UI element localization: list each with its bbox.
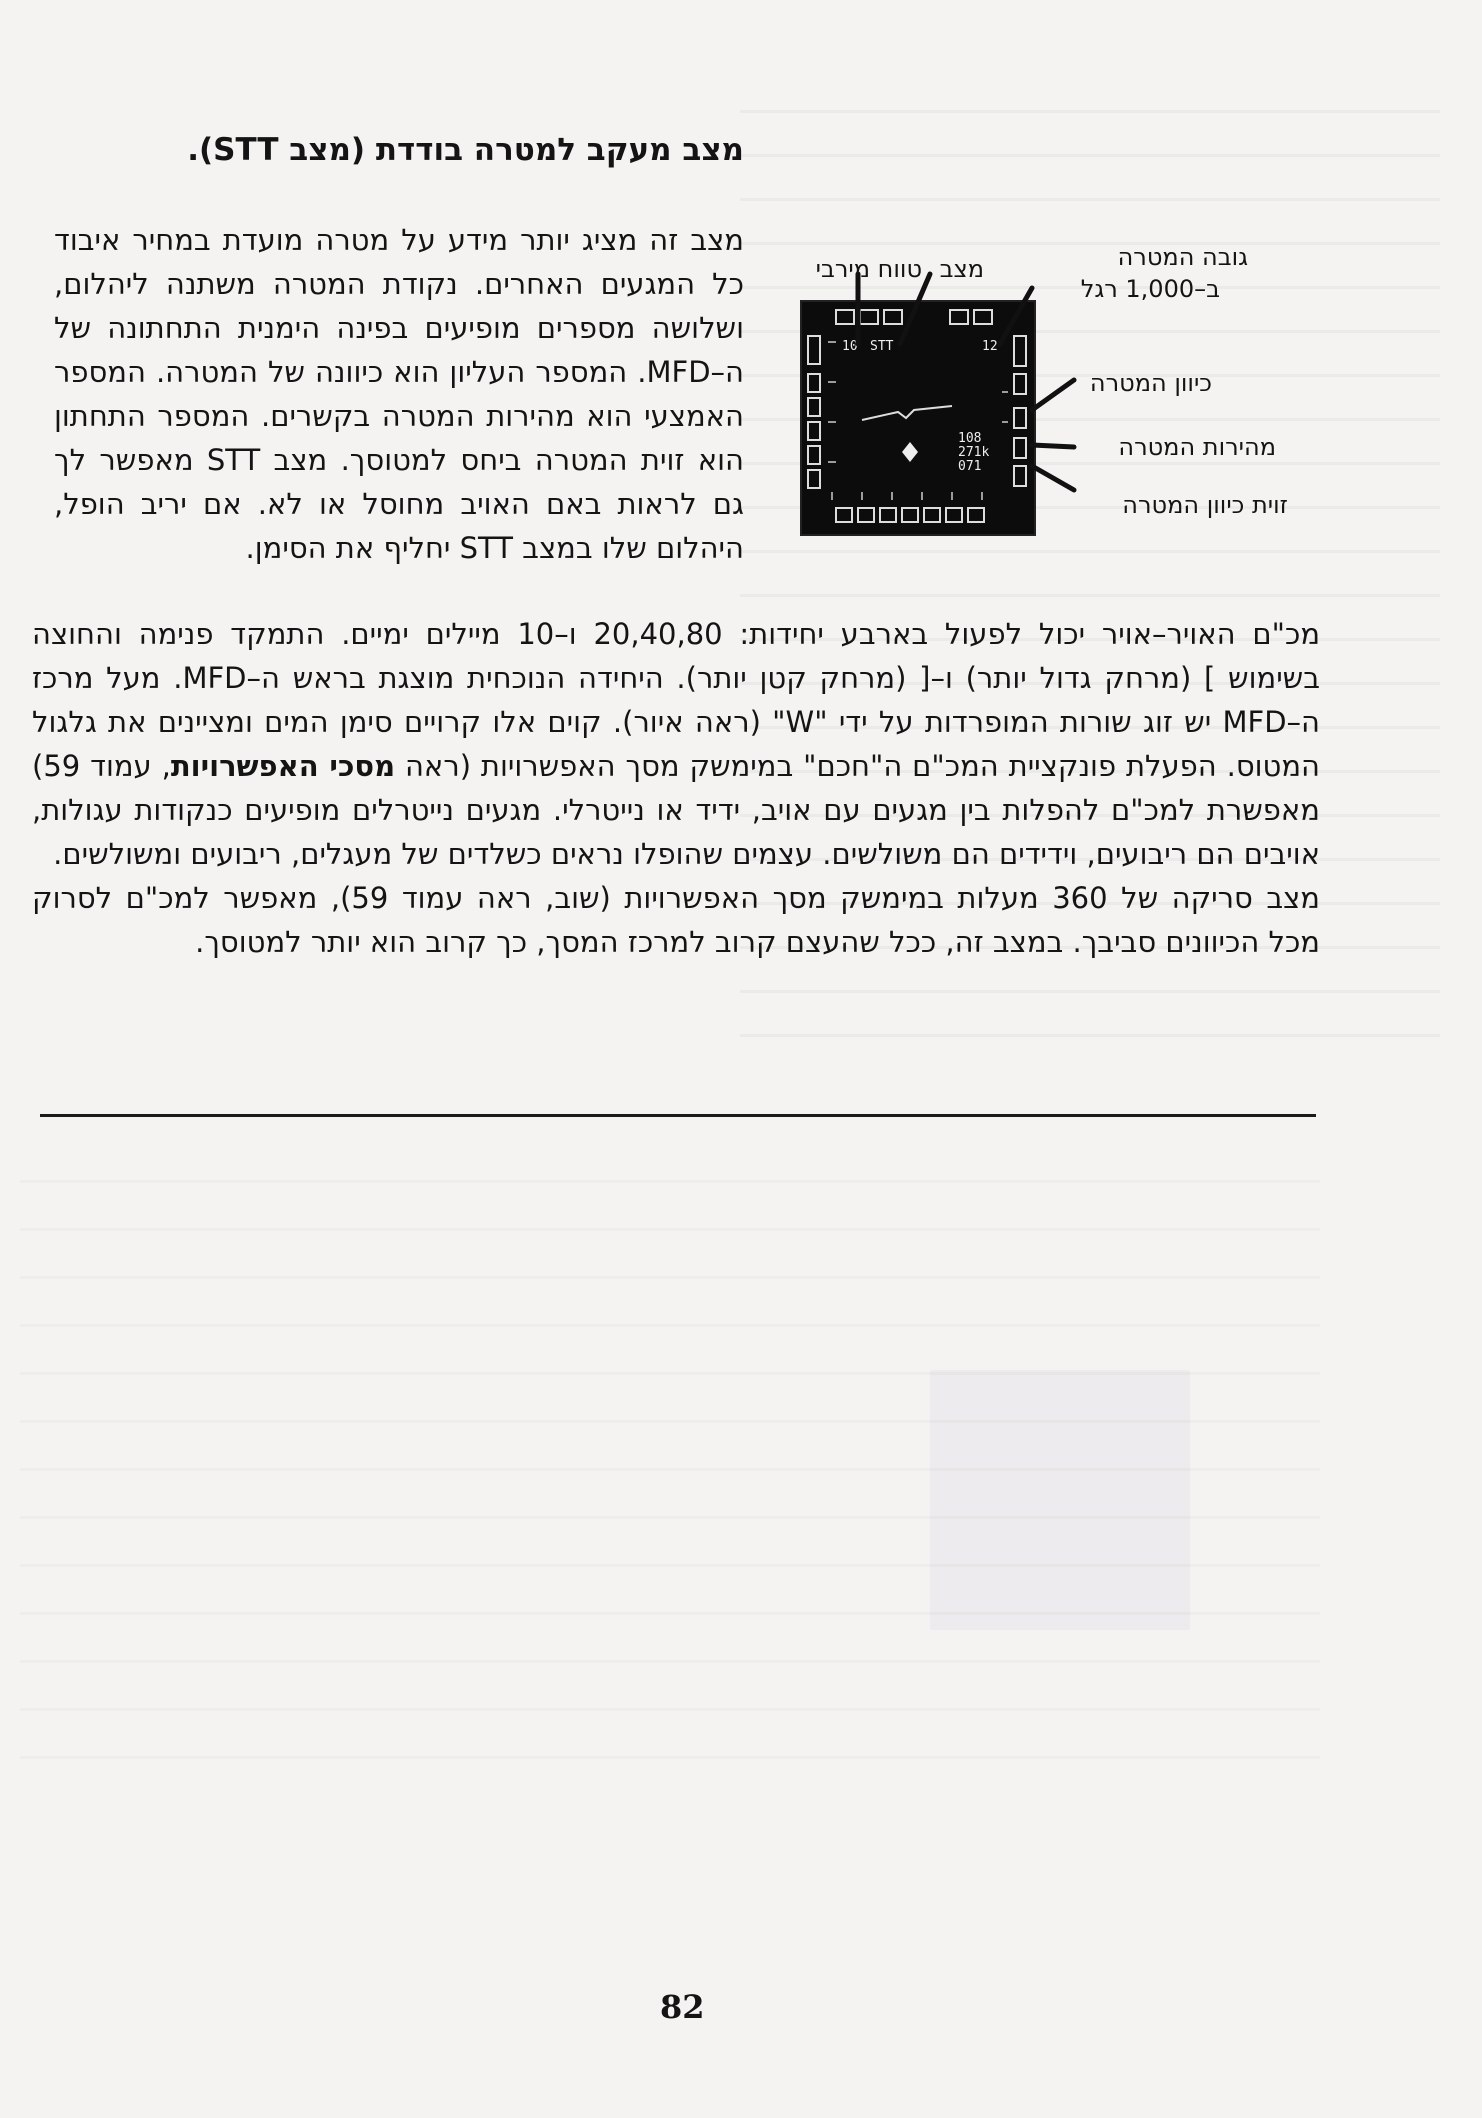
screen-speed-readout: 271k [958,445,990,460]
page-number: 82 [660,1988,705,2026]
screen-heading-readout: 108 [958,431,982,446]
callout-target-aspect: זוית כיוון המטרה [1122,491,1288,519]
section-heading: מצב מעקב למטרה בודדת (מצב STT). [187,132,744,168]
screen-mode-readout: STT [870,339,894,354]
screen-altitude-readout: 12 [982,339,998,354]
radar-stt-figure [770,232,1300,562]
screen-range-readout: 10 [842,339,858,354]
screen-aspect-readout: 071 [958,459,982,474]
callout-altitude-line1: גובה המטרה [1117,243,1248,271]
callout-target-heading: כיוון המטרה [1089,369,1212,397]
paragraph-360-scan: מצב סריקה של 360 מעלות במימשק מסך האפשרויות (שוב, ראה עמוד 59), מאפשר למכ"ם לסרוק מכל הכיוונים סביבך. במצב זה, ככל שהעצם קרוב למרכז המסך, כך קרוב הוא יותר למטוסך. [32,881,1320,959]
callout-max-range: טווח מירבי [815,255,922,283]
callout-mode: מצב [939,255,984,283]
bleed-through-artifact [20,1180,1320,1780]
paragraph-radar-units-part1: מכ"ם האויר–אויר יכול לפעול בארבע יחידות: 20,40,80 ו–10 מיילים ימיים. התמקד פנימה והחוצה בשימוש ] (מרחק גדול יותר) ו–[ (מרחק קטן יותר). היחידה הנוכחית מוצגת בראש ה–MFD. מעל מרכז ה–MFD יש זוג שורות המופרדות על ידי "W" (ראה איור). קוים אלו קרויים סימן המים ומציינים את גלגול המטוס. הפעלת פונקציית המכ"ם ה"חכם" במימשק מסך האפשרויות (ראה [32,617,1321,783]
paragraph-stt-description: מצב זה מציג יותר מידע על מטרה מועדת במחיר איבוד כל המגעים האחרים. נקודת המטרה משתנה ליהלום, ושלושה מספרים מופיעים בפינה הימנית התחתונה של ה–MFD. המספר העליון הוא כיוונה של המטרה. המספר האמצעי הוא מהירות המטרה בקשרים. המספר התחתון הוא זוית המטרה ביחס למטוסך. מצב STT מאפשר לך גם לראות באם האויב מחוסל או לא. אם יריב הופל, היהלום שלו במצב STT יחליף את הסימן. [54,223,744,565]
paragraph-radar-units-part2: , עמוד 59) מאפשרת למכ"ם להפלות בין מגעים עם אויב, ידיד או נייטרלי. מגעים נייטרלים מופיעים כנקודות עגולות, אויבים הם ריבועים, וידידים הם משולשים. עצמים שהופלו נראים כשלדים של מעגלים, ריבועים ומשולשים. [32,749,1320,871]
bleed-through-artifact [930,1370,1190,1630]
callout-target-speed: מהירות המטרה [1118,433,1276,461]
paragraph-radar-units [32,612,1320,964]
options-screens-reference: מסכי האפשרויות [170,749,396,783]
callout-altitude-line2: ב–1,000 רגל [1080,275,1220,303]
horizontal-rule [40,1114,1316,1117]
